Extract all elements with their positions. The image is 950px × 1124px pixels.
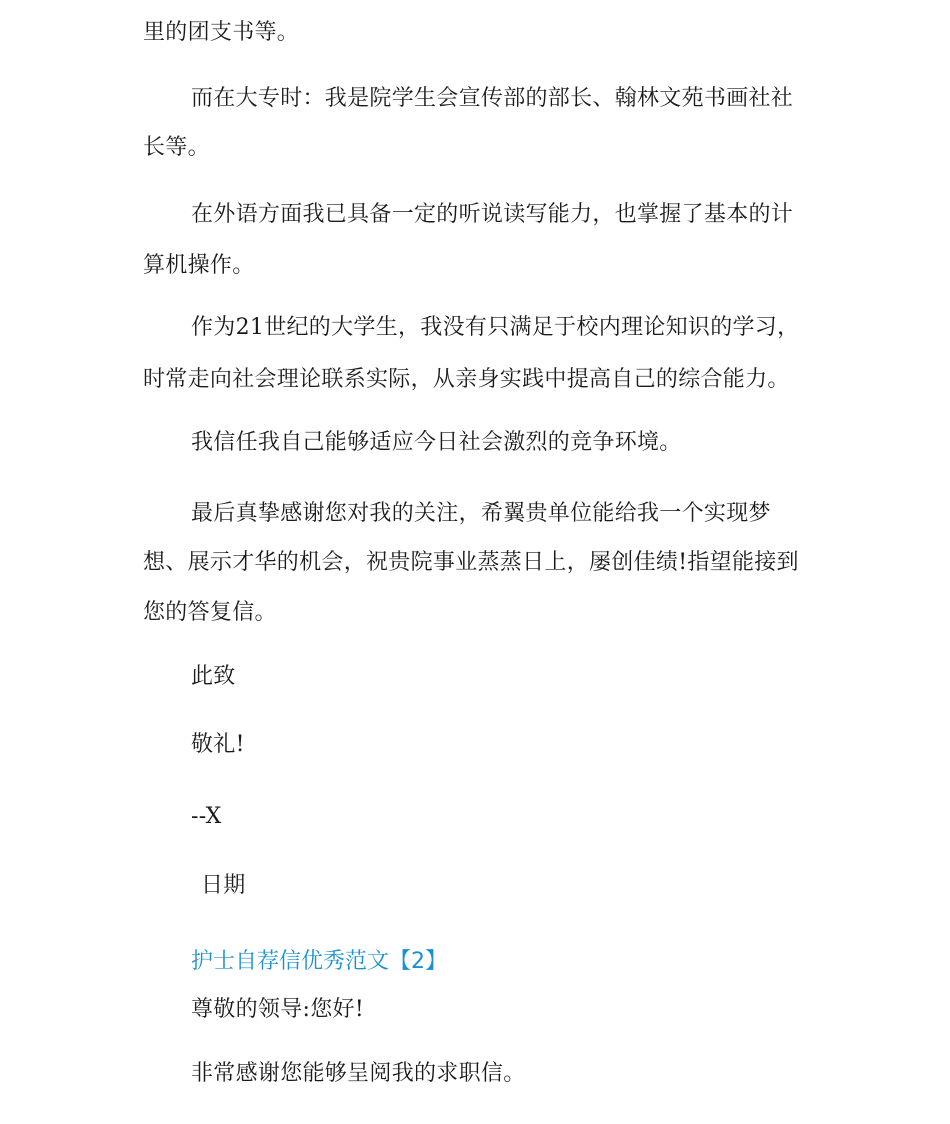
closing-line: 敬礼! xyxy=(191,732,245,757)
section-heading: 护士自荐信优秀范文【2】 xyxy=(191,949,447,974)
salutation: 尊敬的领导:您好! xyxy=(191,997,364,1022)
paragraph-line: 算机操作。 xyxy=(143,253,255,278)
paragraph-line: 作为21世纪的大学生，我没有只满足于校内理论知识的学习， xyxy=(191,315,800,340)
paragraph-line: 长等。 xyxy=(143,135,210,160)
paragraph-line: 时常走向社会理论联系实际，从亲身实践中提高自己的综合能力。 xyxy=(143,367,790,392)
paragraph-line: 在外语方面我已具备一定的听说读写能力，也掌握了基本的计 xyxy=(191,202,794,227)
date-line: 日期 xyxy=(201,873,246,898)
paragraph-line: 而在大专时：我是院学生会宣传部的部长、翰林文苑书画社社 xyxy=(191,86,794,111)
paragraph-line: 里的团支书等。 xyxy=(143,20,300,45)
paragraph-line: 想、展示才华的机会，祝贵院事业蒸蒸日上，屡创佳绩!指望能接到 xyxy=(143,550,799,575)
paragraph-line: 我信任我自己能够适应今日社会激烈的竞争环境。 xyxy=(191,430,682,455)
paragraph-line: 非常感谢您能够呈阅我的求职信。 xyxy=(191,1061,526,1086)
paragraph-line: 您的答复信。 xyxy=(143,600,277,625)
signature: --X xyxy=(191,804,222,829)
paragraph-line: 最后真挚感谢您对我的关注，希翼贵单位能给我一个实现梦 xyxy=(191,501,771,526)
closing-line: 此致 xyxy=(191,664,236,689)
